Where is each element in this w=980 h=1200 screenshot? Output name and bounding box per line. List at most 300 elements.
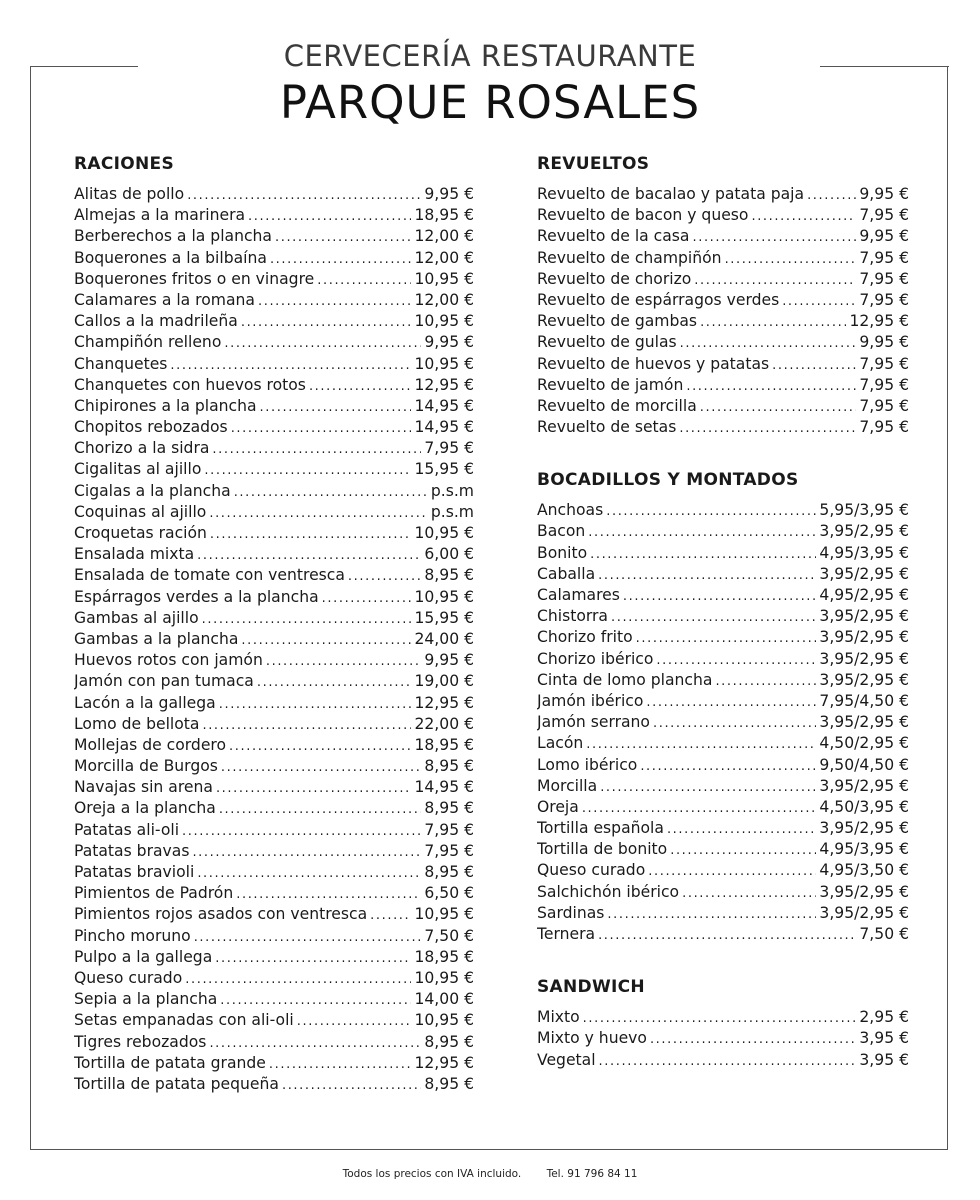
dot-leader [220, 989, 411, 1010]
dot-leader [187, 184, 421, 205]
menu-item-name: Vegetal [537, 1050, 596, 1069]
menu-item-price: 3,95/2,95 € [819, 776, 909, 795]
menu-item [74, 798, 474, 819]
dot-leader [224, 332, 421, 353]
menu-item-name: Chanquetes con huevos rotos [74, 375, 306, 394]
menu-item-price: 7,95 € [859, 354, 909, 373]
dot-leader [686, 375, 856, 396]
menu-item-name: Revuelto de gulas [537, 333, 677, 352]
menu-item-price: 8,95 € [424, 757, 474, 776]
dot-leader [258, 290, 411, 311]
section-heading: RACIONES [74, 154, 174, 174]
dot-leader [640, 755, 816, 776]
menu-item [74, 820, 474, 841]
menu-item-name: Revuelto de bacon y queso [537, 206, 749, 225]
menu-item-price: 9,50/4,50 € [819, 755, 909, 774]
menu-item [74, 777, 474, 798]
section-revueltos [537, 152, 909, 438]
dot-leader [692, 226, 856, 247]
dot-leader [210, 523, 412, 544]
menu-item-price: 6,50 € [424, 884, 474, 903]
menu-item [537, 606, 909, 627]
menu-item-price: 7,95 € [859, 290, 909, 309]
menu-item-price: 5,95/3,95 € [819, 501, 909, 520]
menu-item [74, 438, 474, 459]
menu-item-name: Revuelto de jamón [537, 375, 684, 394]
menu-item-price: p.s.m [430, 502, 474, 521]
menu-item-price: 8,95 € [424, 863, 474, 881]
dot-leader [682, 882, 816, 903]
footer-price-note: Todos los precios con IVA incluido. [342, 1168, 522, 1180]
menu-item-price: 3,95 € [859, 1029, 909, 1048]
menu-item [74, 311, 474, 332]
menu-item [74, 332, 474, 353]
menu-item [537, 712, 909, 733]
menu-item-price: 14,95 € [414, 418, 474, 437]
menu-item-name: Patatas ali-oli [74, 820, 180, 839]
footer [0, 1168, 980, 1180]
menu-item-name: Tortilla de patata grande [74, 1053, 266, 1072]
menu-item-price: 14,95 € [414, 396, 474, 415]
dot-leader [588, 521, 816, 542]
dot-leader [656, 649, 816, 670]
menu-item [74, 756, 474, 777]
menu-item-name: Mixto y huevo [537, 1029, 647, 1048]
menu-item-name: Pimientos de Padrón [74, 884, 234, 903]
menu-item-price: 18,95 € [414, 735, 474, 754]
menu-item [74, 608, 474, 629]
menu-item-name: Chorizo ibérico [537, 649, 654, 668]
restaurant-title: PARQUE ROSALES [279, 76, 701, 129]
menu-item [74, 205, 474, 226]
menu-item [537, 205, 909, 226]
section-sandwich [537, 975, 909, 1071]
menu-item-price: 10,95 € [414, 587, 474, 606]
menu-item-price: 7,95 € [859, 375, 909, 394]
dot-leader [209, 1032, 421, 1053]
dot-leader [598, 564, 816, 585]
menu-item-name: Revuelto de bacalao y patata paja [537, 185, 805, 203]
dot-leader [700, 396, 857, 417]
menu-item [74, 396, 474, 417]
menu-item [74, 375, 474, 396]
menu-item-name: Oreja [537, 797, 579, 816]
menu-item-name: Bonito [537, 543, 588, 562]
menu-item [537, 290, 909, 311]
menu-item-price: 9,95 € [424, 333, 474, 352]
menu-item-name: Jamón serrano [537, 713, 650, 732]
menu-item [537, 269, 909, 290]
menu-item-name: Lomo ibérico [537, 755, 638, 774]
menu-item [74, 693, 474, 714]
menu-item-name: Morcilla [537, 776, 598, 795]
dot-leader [590, 543, 816, 564]
menu-item-name: Revuelto de champiñón [537, 248, 722, 267]
dot-leader [202, 608, 412, 629]
dot-leader [694, 269, 856, 290]
menu-item-name: Pimientos rojos asados con ventresca [74, 905, 368, 924]
menu-item-name: Jamón con pan tumaca [74, 672, 254, 691]
menu-item-name: Salchichón ibérico [537, 882, 680, 901]
dot-leader [215, 947, 411, 968]
menu-item-price: 3,95/2,95 € [819, 607, 909, 626]
menu-item-name: Croquetas ración [74, 524, 207, 542]
menu-item-name: Lacón a la gallega [74, 693, 216, 712]
dot-leader [370, 904, 411, 925]
menu-item-name: Calamares a la romana [74, 290, 255, 309]
menu-item [537, 1050, 909, 1071]
menu-item-name: Ensalada de tomate con ventresca [74, 566, 345, 585]
right-column [537, 152, 909, 1071]
dot-leader [182, 820, 421, 841]
dot-leader [600, 776, 816, 797]
item-list [537, 184, 909, 438]
menu-item [74, 269, 474, 290]
menu-item-name: Boquerones a la bilbaína [74, 248, 267, 267]
menu-item-price: 3,95/2,95 € [819, 713, 909, 732]
menu-item-name: Navajas sin arena [74, 778, 213, 797]
menu-item-price: 10,95 € [414, 354, 474, 373]
menu-item [537, 332, 909, 353]
dot-leader [646, 691, 816, 712]
menu-item [537, 860, 909, 881]
menu-item-name: Lomo de bellota [74, 714, 200, 733]
item-list [74, 184, 474, 1095]
menu-item [74, 459, 474, 480]
menu-item [537, 797, 909, 818]
dot-leader [309, 375, 412, 396]
dot-leader [623, 585, 817, 606]
menu-item-name: Espárragos verdes a la plancha [74, 587, 319, 606]
menu-item [74, 989, 474, 1010]
dot-leader [209, 502, 428, 523]
menu-item-name: Tortilla de patata pequeña [74, 1074, 279, 1093]
menu-item-price: 7,95 € [859, 396, 909, 415]
menu-item [537, 733, 909, 754]
section-heading: REVUELTOS [537, 154, 650, 174]
dot-leader [348, 565, 421, 586]
menu-item [74, 523, 474, 544]
menu-item-price: 12,95 € [414, 693, 474, 712]
menu-item [74, 841, 474, 862]
menu-item-price: 4,50/3,95 € [819, 797, 909, 816]
dot-leader [636, 627, 817, 648]
menu-item [74, 1053, 474, 1074]
menu-item [74, 1074, 474, 1095]
dot-leader [170, 354, 411, 375]
menu-item-price: 7,95 € [859, 248, 909, 267]
menu-item-name: Patatas bravioli [74, 863, 195, 881]
menu-item-price: p.s.m [430, 481, 474, 500]
menu-item [537, 417, 909, 438]
menu-item-name: Huevos rotos con jamón [74, 651, 263, 670]
menu-item-price: 12,00 € [414, 248, 474, 267]
menu-item-name: Chistorra [537, 607, 608, 626]
menu-item-name: Tigres rebozados [74, 1032, 207, 1051]
dot-leader [670, 839, 816, 860]
menu-item [537, 818, 909, 839]
menu-item-name: Ensalada mixta [74, 545, 195, 564]
dot-leader [598, 924, 856, 945]
menu-item-price: 12,95 € [414, 1053, 474, 1072]
menu-item [537, 627, 909, 648]
dot-leader [270, 248, 412, 269]
dot-leader [648, 860, 816, 881]
menu-item-price: 6,00 € [424, 545, 474, 564]
menu-item-name: Caballa [537, 564, 596, 583]
dot-leader [297, 1010, 412, 1031]
menu-item-name: Tortilla española [537, 819, 664, 838]
menu-item-price: 18,95 € [414, 947, 474, 966]
menu-item [74, 248, 474, 269]
menu-item-price: 15,95 € [414, 608, 474, 627]
dot-leader [216, 777, 412, 798]
menu-item [74, 481, 474, 502]
menu-item-price: 10,95 € [414, 905, 474, 924]
menu-item-price: 3,95/2,95 € [819, 564, 909, 583]
menu-item-name: Boquerones fritos o en vinagre [74, 269, 315, 288]
dot-leader [219, 693, 412, 714]
menu-item [74, 629, 474, 650]
menu-item-name: Chorizo frito [537, 628, 633, 647]
menu-item-name: Revuelto de la casa [537, 227, 690, 246]
dot-leader [192, 841, 421, 862]
menu-item-price: 8,95 € [424, 1074, 474, 1093]
dot-leader [260, 396, 412, 417]
menu-item-name: Queso curado [537, 861, 646, 880]
menu-item [537, 500, 909, 521]
dot-leader [583, 1007, 857, 1028]
dot-leader [185, 968, 411, 989]
menu-item [537, 924, 909, 945]
dot-leader [229, 735, 411, 756]
menu-item-price: 10,95 € [414, 1011, 474, 1030]
dot-leader [212, 438, 421, 459]
menu-item [537, 691, 909, 712]
dot-leader [611, 606, 816, 627]
menu-item-name: Bacon [537, 522, 586, 541]
dot-leader [248, 205, 411, 226]
menu-item-name: Sardinas [537, 903, 605, 922]
menu-item-name: Oreja a la plancha [74, 799, 216, 818]
menu-item-price: 7,50 € [859, 925, 909, 943]
menu-item [537, 543, 909, 564]
menu-item-price: 10,95 € [414, 524, 474, 542]
dot-leader [219, 798, 422, 819]
menu-item-price: 7,50 € [424, 926, 474, 945]
menu-item [74, 947, 474, 968]
menu-item-price: 4,95/3,95 € [819, 840, 909, 859]
menu-item-price: 12,00 € [414, 227, 474, 246]
menu-item-name: Revuelto de espárragos verdes [537, 290, 780, 309]
menu-item-name: Patatas bravas [74, 841, 190, 860]
menu-item-name: Revuelto de gambas [537, 312, 698, 331]
menu-item-price: 3,95/2,95 € [819, 649, 909, 668]
section-heading: SANDWICH [537, 977, 645, 998]
menu-item-price: 8,95 € [424, 799, 474, 818]
menu-item-name: Coquinas al ajillo [74, 502, 207, 521]
menu-item-price: 14,95 € [414, 778, 474, 797]
menu-item-name: Mixto [537, 1008, 580, 1027]
dot-leader [322, 587, 412, 608]
menu-item [537, 521, 909, 542]
footer-phone: Tel. 91 796 84 11 [546, 1168, 638, 1180]
menu-item-name: Gambas al ajillo [74, 608, 199, 627]
dot-leader [650, 1028, 856, 1049]
menu-item [537, 882, 909, 903]
menu-item-name: Chopitos rebozados [74, 418, 228, 437]
dot-leader [807, 184, 856, 205]
menu-item [74, 290, 474, 311]
menu-item-price: 12,95 € [849, 312, 909, 331]
menu-item-price: 9,95 € [859, 333, 909, 352]
dot-leader [715, 670, 816, 691]
dot-leader [241, 311, 412, 332]
menu-item-name: Berberechos a la plancha [74, 227, 272, 246]
dot-leader [606, 500, 816, 521]
menu-item [74, 883, 474, 904]
menu-item-price: 7,95 € [859, 269, 909, 288]
menu-item [537, 649, 909, 670]
menu-item-name: Callos a la madrileña [74, 312, 238, 331]
menu-item [537, 755, 909, 776]
menu-item-name: Cigalas a la plancha [74, 481, 231, 500]
menu-item-price: 15,95 € [414, 460, 474, 479]
menu-item-name: Anchoas [537, 501, 604, 520]
dot-leader [236, 883, 421, 904]
menu-item-name: Pincho moruno [74, 926, 191, 945]
dot-leader [679, 417, 856, 438]
dot-leader [680, 332, 857, 353]
menu-item [537, 585, 909, 606]
menu-item-price: 10,95 € [414, 269, 474, 288]
menu-item-price: 7,95/4,50 € [819, 691, 909, 710]
menu-item [74, 1032, 474, 1053]
menu-item-price: 10,95 € [414, 968, 474, 987]
dot-leader [782, 290, 856, 311]
menu-item [74, 862, 474, 883]
menu-item-price: 24,00 € [414, 629, 474, 648]
menu-item-name: Cigalitas al ajillo [74, 460, 202, 479]
menu-item-name: Revuelto de morcilla [537, 396, 697, 415]
menu-item-price: 3,95/2,95 € [819, 819, 909, 838]
menu-item-price: 4,95/3,95 € [819, 543, 909, 562]
menu-item-price: 7,95 € [859, 206, 909, 225]
menu-item [537, 903, 909, 924]
menu-item [537, 354, 909, 375]
menu-item-name: Revuelto de chorizo [537, 269, 692, 288]
menu-item [537, 776, 909, 797]
section-raciones [74, 152, 474, 1095]
menu-item-name: Sepia a la plancha [74, 990, 218, 1009]
menu-item-price: 4,50/2,95 € [819, 734, 909, 753]
menu-item-name: Pulpo a la gallega [74, 947, 213, 966]
restaurant-subtitle: CERVECERÍA RESTAURANTE [283, 39, 697, 73]
menu-item-price: 9,95 € [859, 185, 909, 203]
menu-item-name: Alitas de pollo [74, 185, 185, 203]
menu-item-price: 3,95/2,95 € [819, 882, 909, 901]
dot-leader [751, 205, 856, 226]
menu-item-name: Chipirones a la plancha [74, 396, 257, 415]
menu-item-name: Setas empanadas con ali-oli [74, 1011, 294, 1030]
menu-item-name: Queso curado [74, 968, 183, 987]
dot-leader [582, 797, 817, 818]
menu-item [74, 1010, 474, 1031]
menu-item [537, 311, 909, 332]
menu-item-price: 3,95/2,95 € [819, 522, 909, 541]
menu-item-price: 18,95 € [414, 206, 474, 225]
menu-item-price: 8,95 € [424, 1032, 474, 1051]
menu-item-price: 9,95 € [859, 227, 909, 246]
menu-item-name: Lacón [537, 734, 584, 753]
menu-item-name: Revuelto de huevos y patatas [537, 354, 770, 373]
menu-item [74, 926, 474, 947]
menu-item-name: Almejas a la marinera [74, 206, 246, 225]
menu-item-name: Chanquetes [74, 354, 168, 373]
dot-leader [599, 1050, 857, 1071]
dot-leader [607, 903, 816, 924]
menu-item-name: Gambas a la plancha [74, 629, 239, 648]
dot-leader [197, 544, 421, 565]
menu-item-price: 7,95 € [424, 820, 474, 839]
menu-item-price: 9,95 € [424, 651, 474, 670]
menu-item-price: 7,95 € [424, 439, 474, 458]
dot-leader [194, 926, 422, 947]
menu-item [537, 1028, 909, 1049]
dot-leader [257, 671, 412, 692]
menu-item-price: 3,95/2,95 € [819, 903, 909, 922]
section-bocadillos [537, 468, 909, 945]
dot-leader [586, 733, 816, 754]
dot-leader [317, 269, 411, 290]
menu-item-price: 4,95/2,95 € [819, 586, 909, 604]
menu-item-price: 10,95 € [414, 312, 474, 331]
menu-item-name: Morcilla de Burgos [74, 757, 218, 776]
menu-item [74, 502, 474, 523]
left-column [74, 152, 474, 1095]
menu-item [74, 354, 474, 375]
menu-item [74, 417, 474, 438]
menu-item-price: 7,95 € [859, 418, 909, 437]
menu-item-price: 8,95 € [424, 566, 474, 585]
menu-item [537, 396, 909, 417]
menu-item [537, 184, 909, 205]
menu-item-name: Calamares [537, 586, 620, 604]
menu-item-name: Ternera [537, 925, 596, 943]
dot-leader [231, 417, 412, 438]
menu-item [74, 184, 474, 205]
menu-item-price: 7,95 € [424, 841, 474, 860]
dot-leader [202, 714, 411, 735]
menu-item-price: 3,95/2,95 € [819, 670, 909, 689]
menu-item [537, 670, 909, 691]
menu-item-name: Jamón ibérico [537, 691, 644, 710]
menu-item-price: 12,95 € [414, 375, 474, 394]
dot-leader [197, 862, 421, 883]
dot-leader [204, 459, 411, 480]
dot-leader [275, 226, 411, 247]
menu-item-price: 2,95 € [859, 1008, 909, 1027]
menu-item-price: 19,00 € [414, 672, 474, 691]
menu-item-name: Champiñón relleno [74, 333, 222, 352]
dot-leader [772, 354, 856, 375]
menu-item-price: 9,95 € [424, 185, 474, 203]
menu-item-price: 14,00 € [414, 990, 474, 1009]
menu-item [74, 587, 474, 608]
menu-item-price: 22,00 € [414, 714, 474, 733]
dot-leader [269, 1053, 412, 1074]
dot-leader [667, 818, 816, 839]
